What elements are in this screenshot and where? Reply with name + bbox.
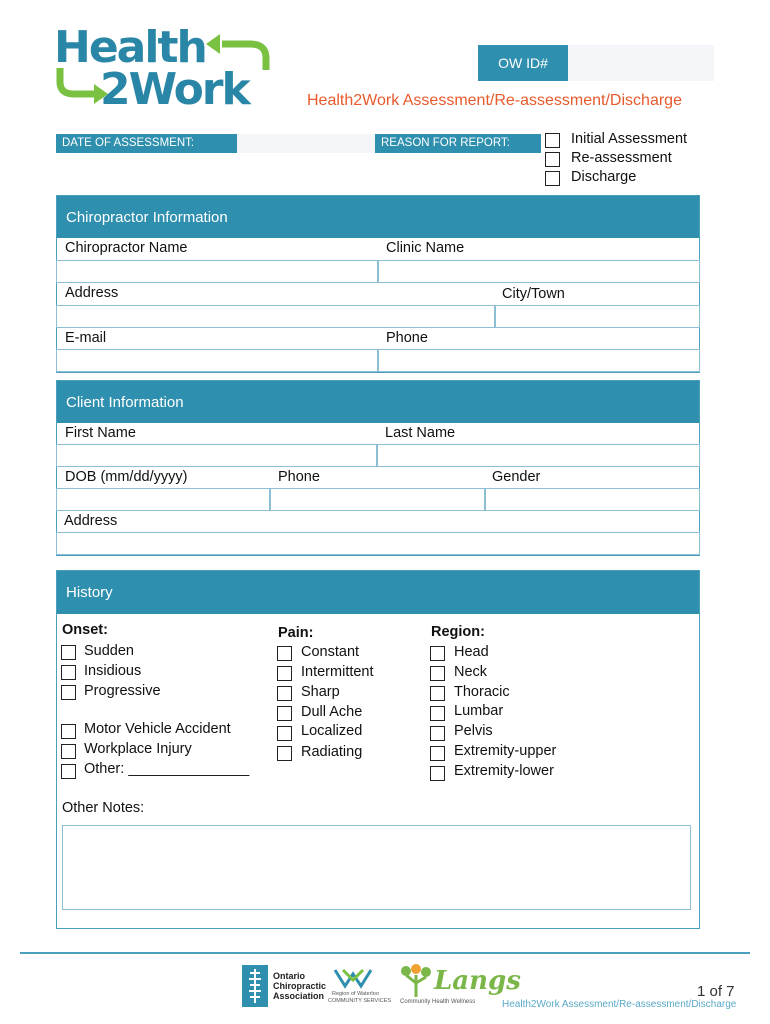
region-extremity-upper-label: Extremity-upper: [454, 743, 557, 759]
region-thoracic-checkbox[interactable]: [430, 686, 445, 701]
dob-label: DOB (mm/dd/yyyy): [65, 469, 188, 485]
last-name-field[interactable]: [377, 444, 700, 467]
first-name-field[interactable]: [56, 444, 377, 467]
email-label: E-mail: [65, 330, 107, 346]
motor-vehicle-accident-label: Motor Vehicle Accident: [84, 721, 231, 737]
client-address-label: Address: [64, 513, 118, 529]
reason-for-report-label: REASON FOR REPORT:: [375, 134, 541, 153]
pain-radiating-checkbox[interactable]: [277, 746, 292, 761]
city-town-label: City/Town: [502, 286, 565, 302]
pain-localized-checkbox[interactable]: [277, 726, 292, 741]
clinic-name-label: Clinic Name: [386, 240, 465, 256]
logo-line1: Health: [54, 22, 206, 73]
discharge-label: Discharge: [571, 169, 637, 185]
onset-other-checkbox[interactable]: [61, 764, 76, 779]
workplace-injury-label: Workplace Injury: [84, 741, 192, 757]
dob-field[interactable]: [56, 488, 270, 511]
other-notes-field[interactable]: [62, 825, 691, 910]
langs-tree-icon: [398, 963, 434, 999]
client-address-field[interactable]: [56, 532, 700, 555]
health2work-logo: [54, 24, 274, 116]
pain-dull-ache-checkbox[interactable]: [277, 706, 292, 721]
region-pelvis-checkbox[interactable]: [430, 726, 445, 741]
region-neck-label: Neck: [454, 664, 488, 680]
ow-id-field[interactable]: [568, 45, 714, 81]
client-heading: Client Information: [57, 381, 699, 423]
first-name-label: First Name: [65, 425, 136, 441]
region-extremity-upper-checkbox[interactable]: [430, 746, 445, 761]
chiro-address-label: Address: [65, 285, 119, 301]
region-label: Region:: [431, 624, 485, 640]
langs-name: Langs: [434, 966, 521, 996]
region-pelvis-label: Pelvis: [454, 723, 493, 739]
pain-constant-checkbox[interactable]: [277, 646, 292, 661]
re-assessment-label: Re-assessment: [571, 150, 672, 166]
re-assessment-checkbox[interactable]: [545, 152, 560, 167]
date-of-assessment-label: DATE OF ASSESSMENT:: [56, 134, 237, 153]
ow-id-label: OW ID#: [478, 45, 568, 81]
region-extremity-lower-checkbox[interactable]: [430, 766, 445, 781]
email-field[interactable]: [56, 349, 378, 372]
pain-dull-ache-label: Dull Ache: [301, 704, 363, 720]
onset-insidious-label: Insidious: [84, 663, 142, 679]
onset-other-label: Other: _______________: [84, 761, 250, 777]
chiropractor-heading: Chiropractor Information: [57, 196, 699, 238]
last-name-label: Last Name: [385, 425, 456, 441]
pain-intermittent-label: Intermittent: [301, 664, 374, 680]
onset-sudden-label: Sudden: [84, 643, 134, 659]
region-lumbar-label: Lumbar: [454, 703, 504, 719]
footer-document-title: Health2Work Assessment/Re-assessment/Discharge: [502, 999, 737, 1010]
region-extremity-lower-label: Extremity-lower: [454, 763, 554, 779]
motor-vehicle-accident-checkbox[interactable]: [61, 724, 76, 739]
workplace-injury-checkbox[interactable]: [61, 744, 76, 759]
pain-sharp-label: Sharp: [301, 684, 340, 700]
onset-sudden-checkbox[interactable]: [61, 645, 76, 660]
client-section: [56, 380, 700, 556]
region-lumbar-checkbox[interactable]: [430, 706, 445, 721]
region-head-label: Head: [454, 644, 489, 660]
history-heading: History: [57, 571, 699, 614]
onset-insidious-checkbox[interactable]: [61, 665, 76, 680]
gender-label: Gender: [492, 469, 541, 485]
chiropractor-section: [56, 195, 700, 373]
pain-constant-label: Constant: [301, 644, 360, 660]
chiropractor-name-label: Chiropractor Name: [65, 240, 188, 256]
footer-divider: [20, 952, 750, 954]
oca-line-2: Chiropractic: [273, 981, 327, 991]
clinic-name-field[interactable]: [378, 260, 700, 283]
region-neck-checkbox[interactable]: [430, 666, 445, 681]
logo-line2: 2Work: [100, 64, 249, 115]
onset-progressive-checkbox[interactable]: [61, 685, 76, 700]
region-waterloo-name: Region of Waterloo: [332, 991, 379, 997]
pain-sharp-checkbox[interactable]: [277, 686, 292, 701]
pain-localized-label: Localized: [301, 723, 363, 739]
pain-label: Pain:: [278, 625, 314, 641]
chiro-address-field[interactable]: [56, 305, 495, 328]
pain-intermittent-checkbox[interactable]: [277, 666, 292, 681]
region-thoracic-label: Thoracic: [454, 684, 510, 700]
city-town-field[interactable]: [495, 305, 700, 328]
pain-radiating-label: Radiating: [301, 744, 363, 760]
chiropractor-name-field[interactable]: [56, 260, 378, 283]
other-notes-label: Other Notes:: [62, 800, 145, 816]
initial-assessment-label: Initial Assessment: [571, 131, 688, 147]
discharge-checkbox[interactable]: [545, 171, 560, 186]
initial-assessment-checkbox[interactable]: [545, 133, 560, 148]
onset-label: Onset:: [62, 622, 108, 638]
onset-progressive-label: Progressive: [84, 683, 161, 699]
oca-line-1: Ontario: [273, 971, 306, 981]
document-title: Health2Work Assessment/Re-assessment/Discharge: [307, 92, 682, 109]
gender-field[interactable]: [485, 488, 700, 511]
chiro-phone-label: Phone: [386, 330, 428, 346]
client-phone-field[interactable]: [270, 488, 485, 511]
client-phone-label: Phone: [278, 469, 320, 485]
oca-line-3: Association: [273, 991, 325, 1001]
region-waterloo-logo-icon: [333, 966, 373, 990]
langs-sub: Community Health Wellness: [400, 999, 476, 1005]
region-head-checkbox[interactable]: [430, 646, 445, 661]
oca-name: [273, 971, 326, 1001]
page-number: 1 of 7: [697, 983, 735, 1000]
region-waterloo-sub: COMMUNITY SERVICES: [328, 998, 392, 1004]
chiro-phone-field[interactable]: [378, 349, 700, 372]
oca-logo-icon: [242, 965, 268, 1007]
date-of-assessment-field[interactable]: [237, 134, 375, 153]
